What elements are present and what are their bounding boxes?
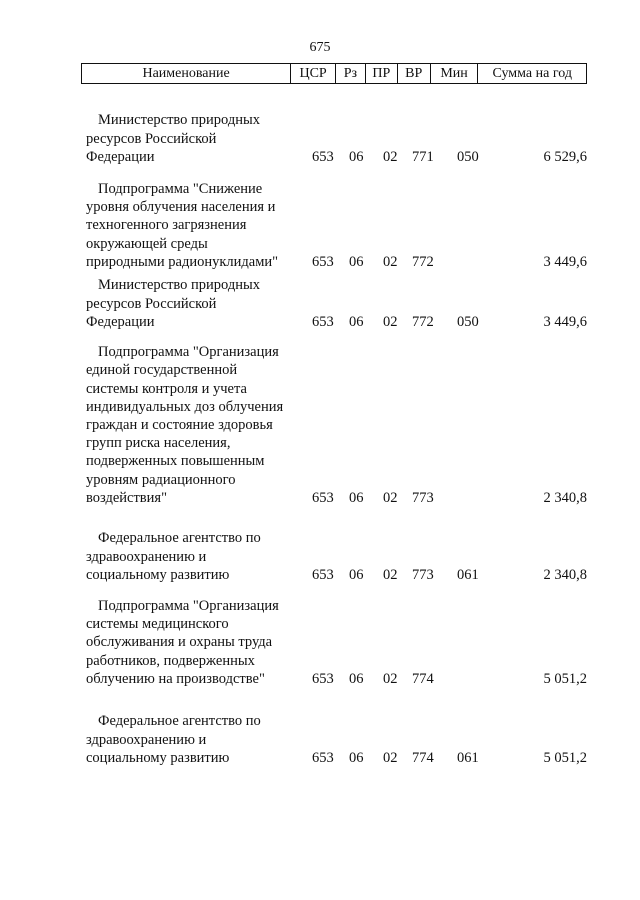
row-name-line: уровня облучения населения и <box>86 199 276 216</box>
row-sum: 3 449,6 <box>543 313 587 330</box>
row-vr: 772 <box>412 313 434 330</box>
row-min: 061 <box>457 749 479 766</box>
row-name <box>86 712 301 767</box>
row-name-line: ресурсов Российской <box>86 295 217 312</box>
row-name-line: Министерство природных <box>98 277 261 294</box>
row-name-line: Федерации <box>86 313 155 330</box>
row-min: 050 <box>457 313 479 330</box>
row-name-line: единой государственной <box>86 362 238 379</box>
row-pr: 02 <box>383 566 398 583</box>
row-name-line: групп риска населения, <box>86 435 231 452</box>
row-name <box>86 180 301 271</box>
header-sum: Сумма на год <box>492 66 572 81</box>
header-rz: Рз <box>336 64 366 83</box>
row-csr: 653 <box>312 670 334 687</box>
row-name-line: техногенного загрязнения <box>86 217 247 234</box>
row-name-line: уровням радиационного <box>86 471 236 488</box>
table-row <box>0 528 640 584</box>
row-vr: 771 <box>412 148 434 165</box>
row-name-line: индивидуальных доз облучения <box>86 398 284 415</box>
table-row <box>0 110 640 166</box>
header-vr: ВР <box>398 64 431 83</box>
row-rz: 06 <box>349 489 364 506</box>
row-csr: 653 <box>312 749 334 766</box>
row-rz: 06 <box>349 313 364 330</box>
row-min: 050 <box>457 148 479 165</box>
row-name <box>86 111 301 166</box>
row-name-line: Федерации <box>86 148 155 165</box>
row-name-line: природными радионуклидами" <box>86 253 279 270</box>
row-name-line: Министерство природных <box>98 112 261 129</box>
row-vr: 772 <box>412 253 434 270</box>
row-name-line: Подпрограмма "Снижение <box>98 180 263 197</box>
row-name-line: работников, подверженных <box>86 652 255 669</box>
row-name-line: здравоохранению и <box>86 548 207 565</box>
row-name-line: здравоохранению и <box>86 731 207 748</box>
row-name-line: обслуживания и охраны труда <box>86 634 273 651</box>
table-row <box>0 343 640 507</box>
row-csr: 653 <box>312 253 334 270</box>
row-csr: 653 <box>312 148 334 165</box>
row-vr: 774 <box>412 670 434 687</box>
row-name <box>86 597 301 688</box>
row-name-line: Федеральное агентство по <box>98 530 261 547</box>
row-sum: 6 529,6 <box>543 148 587 165</box>
row-name-line: Подпрограмма "Организация <box>98 597 279 614</box>
row-name-line: воздействия" <box>86 489 168 506</box>
row-name-line: Подпрограмма "Организация <box>98 344 279 361</box>
header-pr: ПР <box>366 64 398 83</box>
row-name-line: Федеральное агентство по <box>98 713 261 730</box>
row-name <box>86 529 301 584</box>
table-row <box>0 596 640 688</box>
row-name-line: облучению на производстве" <box>86 670 265 687</box>
row-sum: 2 340,8 <box>543 489 587 506</box>
row-name-line: системы медицинского <box>86 616 229 633</box>
header-min: Мин <box>431 64 479 83</box>
row-name-line: системы контроля и учета <box>86 380 247 397</box>
row-csr: 653 <box>312 489 334 506</box>
row-pr: 02 <box>383 253 398 270</box>
table-header <box>81 63 587 84</box>
table-row <box>0 179 640 271</box>
table-row <box>0 711 640 767</box>
row-csr: 653 <box>312 313 334 330</box>
header-name: Наименование <box>82 64 291 83</box>
header-csr: ЦСР <box>291 64 336 83</box>
row-vr: 773 <box>412 566 434 583</box>
row-sum: 3 449,6 <box>543 253 587 270</box>
table-row <box>0 275 640 331</box>
row-min: 061 <box>457 566 479 583</box>
row-pr: 02 <box>383 148 398 165</box>
row-name <box>86 343 301 507</box>
row-vr: 774 <box>412 749 434 766</box>
row-csr: 653 <box>312 566 334 583</box>
row-sum: 2 340,8 <box>543 566 587 583</box>
row-name-line: социальному развитию <box>86 566 230 583</box>
row-pr: 02 <box>383 670 398 687</box>
row-name-line: подверженных повышенным <box>86 453 265 470</box>
row-name <box>86 276 301 331</box>
row-sum: 5 051,2 <box>543 670 587 687</box>
row-rz: 06 <box>349 253 364 270</box>
row-name-line: граждан и состояние здоровья <box>86 416 273 433</box>
row-pr: 02 <box>383 313 398 330</box>
row-rz: 06 <box>349 148 364 165</box>
row-rz: 06 <box>349 749 364 766</box>
row-name-line: социальному развитию <box>86 749 230 766</box>
row-vr: 773 <box>412 489 434 506</box>
row-pr: 02 <box>383 749 398 766</box>
row-sum: 5 051,2 <box>543 749 587 766</box>
row-name-line: ресурсов Российской <box>86 130 217 147</box>
row-pr: 02 <box>383 489 398 506</box>
row-name-line: окружающей среды <box>86 235 208 252</box>
page-number: 675 <box>309 40 331 55</box>
row-rz: 06 <box>349 566 364 583</box>
row-rz: 06 <box>349 670 364 687</box>
